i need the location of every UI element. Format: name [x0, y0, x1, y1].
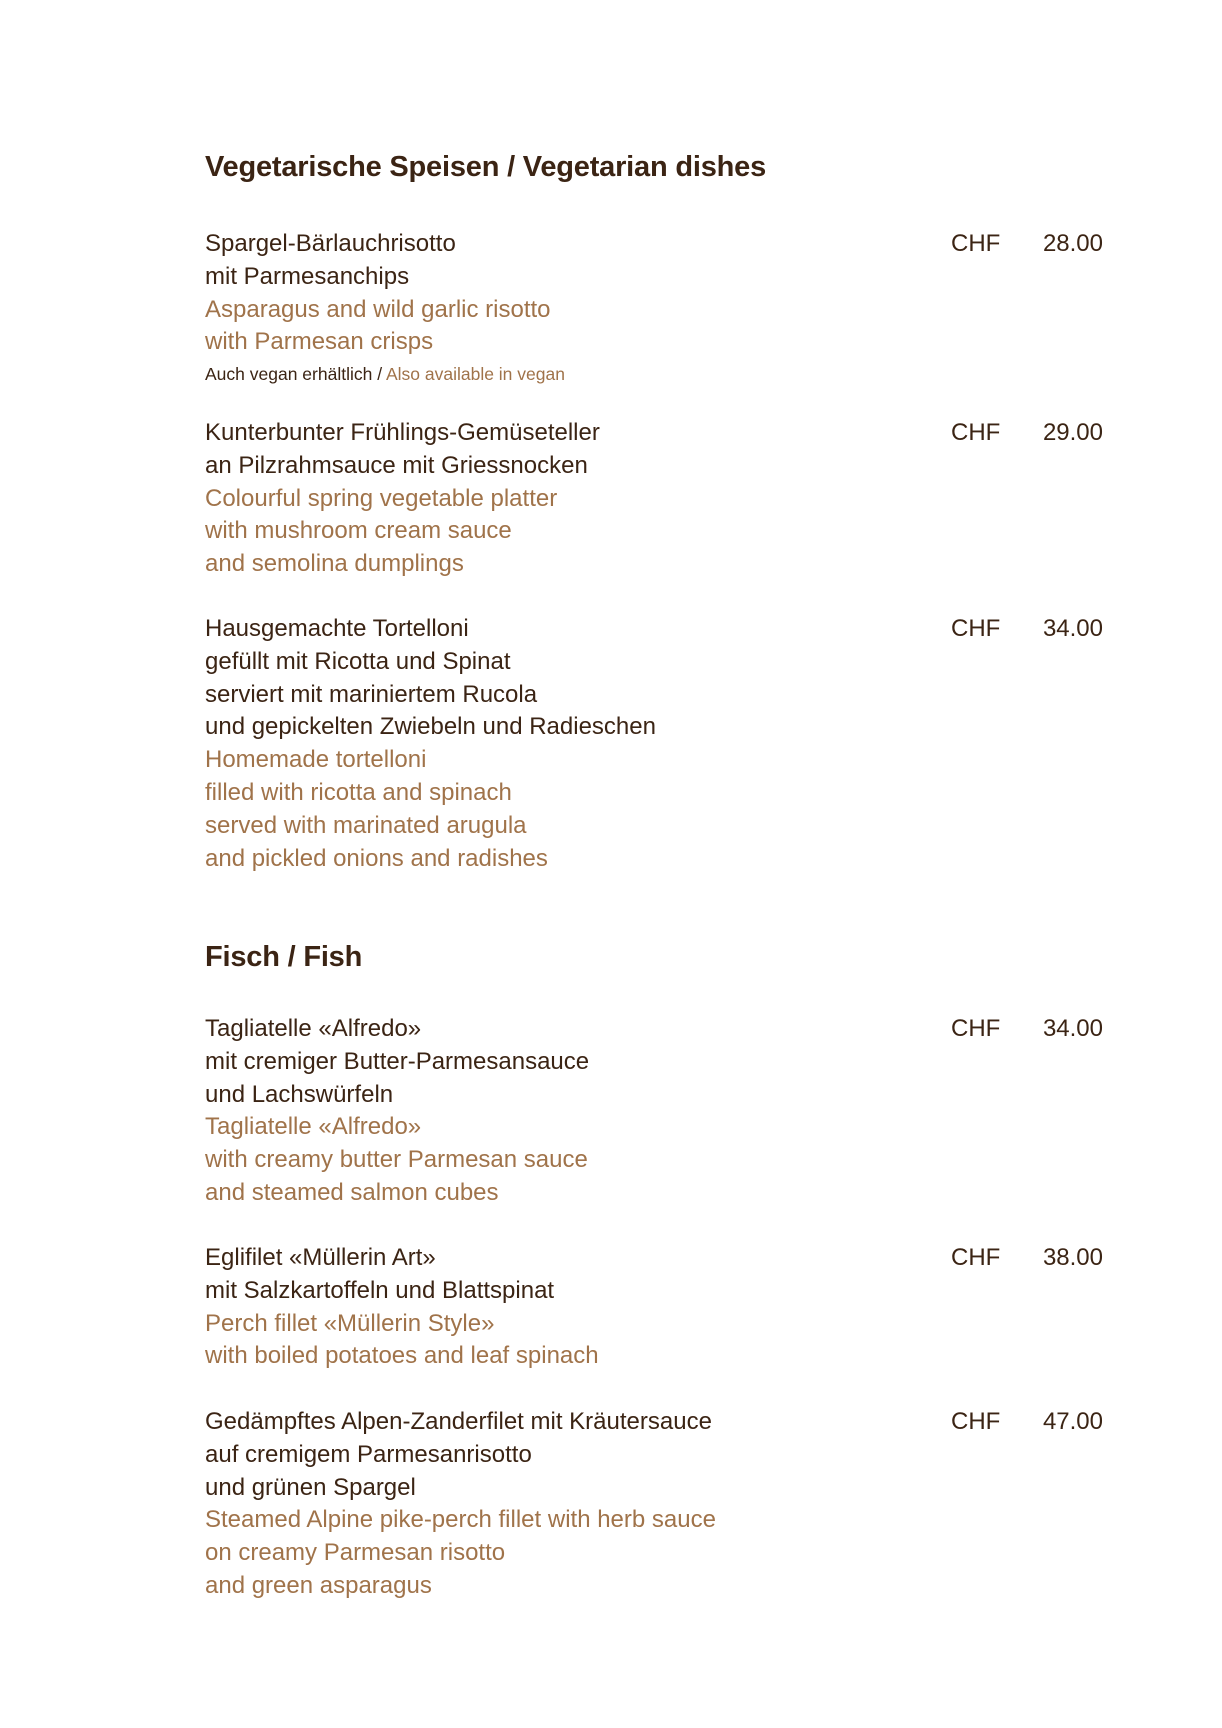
section-vegetarian [205, 150, 1105, 184]
menu-item-tortelloni [205, 613, 1105, 875]
dish-name-de: Spargel-Bärlauchrisotto [205, 230, 456, 257]
dish-name-de: Eglifilet «Müllerin Art» [205, 1244, 436, 1271]
dish-desc-en: with boiled potatoes and leaf spinach [205, 1342, 599, 1370]
dish-desc-en: with Parmesan crisps [205, 328, 434, 356]
dish-desc-en: and steamed salmon cubes [205, 1178, 499, 1206]
menu-item-vegetable-platter [205, 417, 1105, 581]
dish-name-en: Steamed Alpine pike-perch fillet with herb sauce [205, 1506, 716, 1534]
vegan-note [205, 359, 1105, 389]
dish-name-en: Asparagus and wild garlic risotto [205, 295, 551, 323]
dish-desc-en: and pickled onions and radishes [205, 844, 548, 872]
dish-name-en: Perch fillet «Müllerin Style» [205, 1309, 495, 1337]
dish-desc-de: mit Parmesanchips [205, 262, 410, 290]
currency-label: CHF [951, 419, 1001, 446]
vegan-note-en: Also available in vegan [385, 364, 565, 385]
section-fish [205, 940, 1105, 974]
menu-item-pike-perch-fillet [205, 1406, 1105, 1603]
dish-name-de: Tagliatelle «Alfredo» [205, 1015, 422, 1042]
menu-item-tagliatelle-alfredo [205, 1013, 1105, 1210]
dish-desc-de: an Pilzrahmsauce mit Griessnocken [205, 451, 588, 479]
dish-name-de: Hausgemachte Tortelloni [205, 615, 469, 642]
dish-desc-de: mit cremiger Butter-Parmesansauce [205, 1047, 590, 1075]
dish-desc-en: served with marinated arugula [205, 811, 527, 839]
price: 38.00 [1042, 1244, 1103, 1271]
dish-desc-de: mit Salzkartoffeln und Blattspinat [205, 1276, 555, 1304]
dish-desc-de: und gepickelten Zwiebeln und Radieschen [205, 713, 656, 741]
price: 34.00 [1042, 615, 1103, 642]
dish-desc-de: serviert mit mariniertem Rucola [205, 680, 538, 708]
price: 29.00 [1042, 419, 1103, 446]
dish-name-de: Gedämpftes Alpen-Zanderfilet mit Kräutersauce [205, 1408, 712, 1435]
dish-desc-en: and green asparagus [205, 1571, 432, 1599]
menu-item-perch-fillet [205, 1242, 1105, 1373]
dish-desc-en: with creamy butter Parmesan sauce [205, 1146, 588, 1174]
dish-desc-de: und Lachswürfeln [205, 1080, 394, 1108]
dish-desc-de: gefüllt mit Ricotta und Spinat [205, 647, 511, 675]
dish-desc-en: and semolina dumplings [205, 550, 464, 578]
section-title: Vegetarische Speisen / Vegetarian dishes [205, 151, 766, 183]
dish-name-de: Kunterbunter Frühlings-Gemüseteller [205, 419, 600, 446]
currency-label: CHF [951, 1244, 1001, 1271]
dish-desc-de: auf cremigem Parmesanrisotto [205, 1440, 532, 1468]
currency-label: CHF [951, 1015, 1001, 1042]
vegan-note-de: Auch vegan erhältlich / [205, 364, 386, 385]
dish-name-en: Colourful spring vegetable platter [205, 484, 558, 512]
price: 34.00 [1042, 1015, 1103, 1042]
dish-name-en: Tagliatelle «Alfredo» [205, 1113, 422, 1141]
dish-desc-en: on creamy Parmesan risotto [205, 1539, 506, 1567]
price: 47.00 [1042, 1408, 1103, 1435]
dish-desc-en: filled with ricotta and spinach [205, 778, 512, 806]
dish-desc-en: with mushroom cream sauce [205, 517, 512, 545]
section-title: Fisch / Fish [205, 941, 363, 973]
currency-label: CHF [951, 615, 1001, 642]
price: 28.00 [1042, 230, 1103, 257]
currency-label: CHF [951, 230, 1001, 257]
menu-item-asparagus-risotto [205, 228, 1105, 389]
currency-label: CHF [951, 1408, 1001, 1435]
dish-name-en: Homemade tortelloni [205, 746, 427, 774]
dish-desc-de: und grünen Spargel [205, 1473, 416, 1501]
